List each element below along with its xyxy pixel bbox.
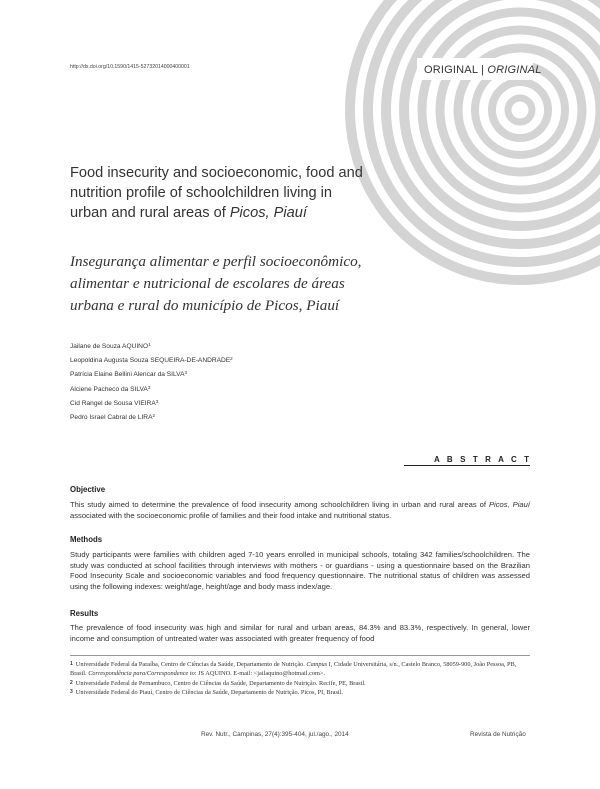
footnote-item [70,679,530,688]
objective-text [70,500,530,521]
author-affiliation: 2 [152,413,156,419]
footnote-item [70,660,530,679]
author-item [70,396,233,410]
author-item [70,339,233,353]
author-affiliation: 2 [230,356,233,362]
footnote-text: Universidade Federal da Paraíba, Centro de Ciências da Saúde, Departamento de Nutrição. [75,661,307,668]
author-name: Patrícia Elaine Bellini Alencar da SILVA [70,371,185,379]
title-portuguese: Insegurança alimentar e perfil socioeconômico, alimentar e nutricional de escolares de áreas urbana e rural do município de Picos, Piauí [70,253,362,314]
author-item [70,353,233,367]
abstract-divider [404,465,530,466]
author-affiliation: 3 [155,398,159,404]
methods-text: Study participants were families with children aged 7-10 years enrolled in municipal schools, totaling 342 families/schoolchildren. The study was conducted at school facilities through interviews with mothers - or guardians - using a questionnaire based on the Brazilian Food Insecurity Scale and socioeconomic variables and food frequency questionnaire. The nutritional status of children was assessed using the following indexes: weight/age, height/age and body mass index/age. [70,550,530,591]
section-label [424,64,542,76]
footnote-number: 1 [70,661,73,667]
author-name: Leopoldina Augusta Souza SEQUEIRA-DE-ANDRADE [70,357,231,365]
author-name: Alciene Pacheco da SILVA [70,385,148,393]
footnotes [70,660,530,698]
footnote-text: Universidade Federal de Pernambuco, Centro de Ciências da Saúde, Departamento de Nutrição. Recife, PE, Brasil. [75,679,366,687]
author-name: Pedro Israel Cabral de LIRA [70,414,153,422]
title-english-main: Food insecurity and socioeconomic, food and nutrition profile of schoolchildren living in urban and rural areas of [70,165,363,221]
author-affiliation: 3 [147,384,151,390]
footnote-text: I, Cidade Universitária, s/n., Castelo Branco, 58059-900, João Pessoa, PB, Brasil. [70,661,517,678]
objective-text-part: This study aimed to determine the prevalence of food insecurity among schoolchildren living in urban and rural areas of [70,500,489,509]
section-label-italic: ORIGINAL [487,64,542,76]
footer-citation: Rev. Nutr., Campinas, 27(4):395-404, jul./ago., 2014 [201,731,349,738]
abstract-label: A B S T R A C T [434,455,532,464]
doi-link[interactable]: http://dx.doi.org/10.1590/1415-52732014000400001 [70,64,190,70]
author-item [70,382,233,396]
objective-text-part: associated with the socioeconomic profile of families and their food intake and nutritional status. [70,510,392,520]
footnote-text-italic: Correspondência para/Correspondence to [88,670,195,678]
footnote-number: 3 [70,689,73,696]
section-label-main: ORIGINAL | [424,64,488,76]
methods-heading: Methods [70,535,103,544]
footnote-text: Universidade Federal do Piauí, Centro de Ciências da Saúde, Departamento de Nutrição. Picos, PI, Brasil. [75,689,343,697]
author-affiliation: 3 [184,370,188,376]
footnote-text: : JS AQUINO. E-mail: <jailaquino@hotmail.com>. [194,670,326,678]
title-english [70,163,370,223]
results-heading: Results [70,609,99,618]
title-english-italic: Picos, Piauí [229,205,307,221]
author-affiliation: 1 [148,342,151,347]
author-item [70,367,233,381]
objective-heading: Objective [70,485,106,494]
author-list [70,339,233,424]
footnote-divider [70,655,530,656]
objective-text-italic: Picos, Piauí [488,500,530,509]
author-item [70,410,233,424]
author-name: Cid Rangel de Sousa VIEIRA [70,399,156,407]
footnote-number: 2 [70,679,73,686]
footnote-text-italic: Campus [306,661,328,668]
author-name: Jailane de Souza AQUINO [70,343,149,350]
footer-journal: Revista de Nutrição [470,731,526,738]
footnote-item [70,688,530,697]
results-text: The prevalence of food insecurity was high and similar for rural and urban areas, 84.3% and 83.3%, respectively. In general, lower income and consumption of untreated water was associated with greater frequency of food [70,623,530,643]
